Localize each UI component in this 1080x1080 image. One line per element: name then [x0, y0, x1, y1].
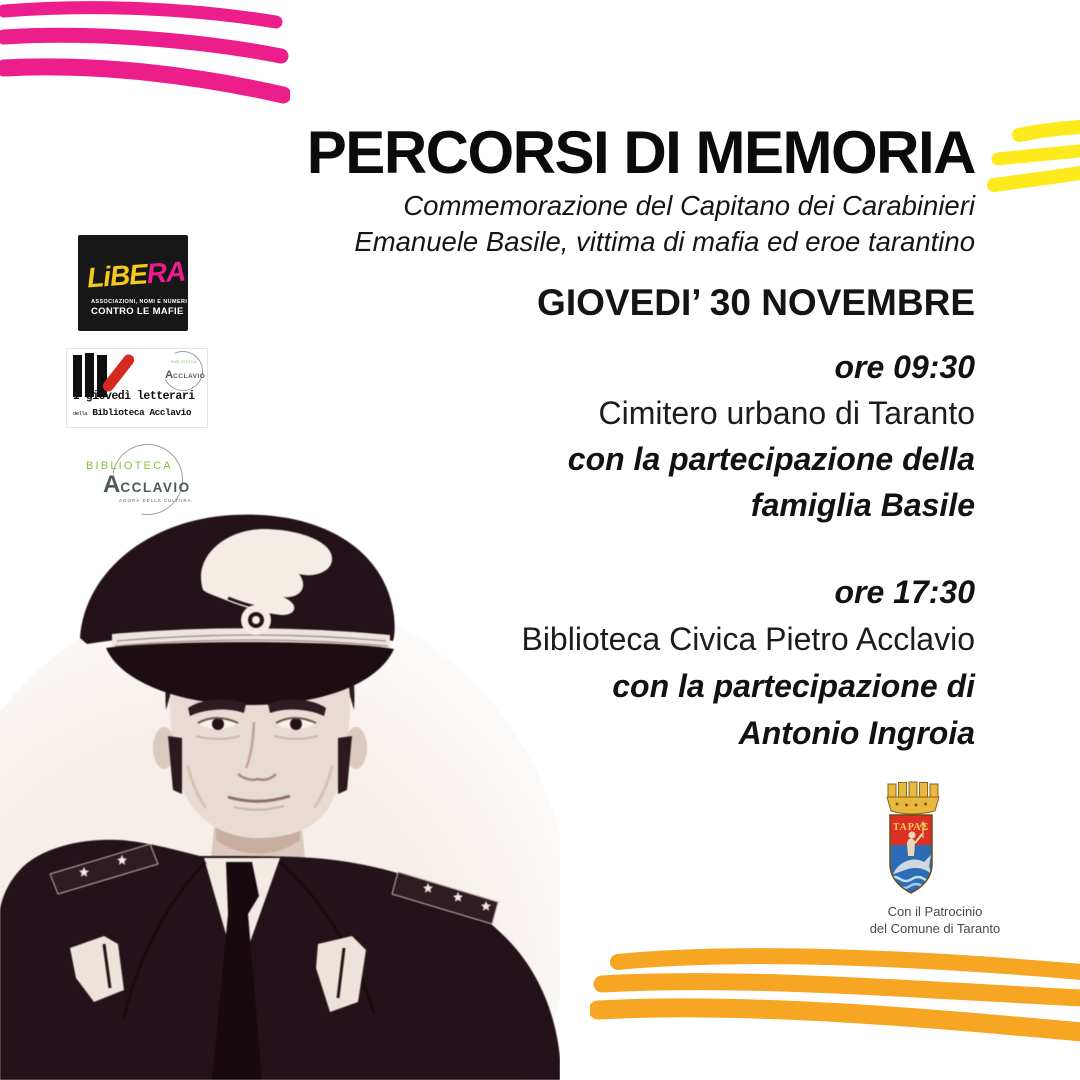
event-participation-line2: famiglia Basile: [750, 487, 975, 523]
libera-logo: [78, 235, 188, 331]
crest-motto: ΤΑΡΑΣ: [892, 822, 930, 833]
giovedi-subtitle: [73, 407, 191, 418]
giovedi-title: I giovedì letterari: [73, 390, 195, 403]
event-place: Cimitero urbano di Taranto: [598, 395, 975, 431]
libera-word-yellow: LiBE: [86, 258, 148, 294]
stamp-biblioteca-label: BIBLIOTECA: [171, 359, 197, 364]
event-afternoon: [521, 569, 975, 757]
poster-subtitle-line1: Commemorazione del Capitano dei Carabinieri: [403, 190, 975, 221]
giovedi-subtitle-small: della: [73, 410, 88, 417]
giovedi-subtitle-main: Biblioteca Acclavio: [92, 407, 192, 418]
taras-figure-icon: [907, 839, 915, 856]
orange-brush-strokes-icon: [590, 932, 1080, 1047]
acclavio-stamp-icon: [157, 345, 208, 396]
event-date: GIOVEDI’ 30 NOVEMBRE: [537, 282, 975, 323]
acclavio-wordmark: [103, 471, 191, 499]
libera-word-pink: RA: [145, 255, 187, 290]
yellow-brush-strokes-icon: [985, 113, 1080, 223]
stamp-rest: CCLAVIO: [173, 372, 206, 380]
header: [306, 119, 975, 259]
giovedi-letterari-logo: [66, 348, 208, 428]
stamp-initial: A: [165, 368, 174, 381]
event-morning: [568, 344, 975, 528]
libera-tagline2: CONTRO LE MAFIE: [91, 306, 184, 317]
event-participation-line1: con la partecipazione di: [612, 668, 975, 704]
patronage-line1: Con il Patrocinio: [887, 904, 983, 919]
acclavio-sub-label: AGORÀ DELLA CULTURA: [119, 498, 192, 503]
poster-title: PERCORSI DI MEMORIA: [306, 119, 975, 186]
acclavio-biblioteca-label: BIBLIOTECA: [86, 460, 173, 472]
stamp-acclavio-label: [165, 365, 205, 383]
acclavio-rest: CCLAVIO: [120, 480, 191, 495]
mural-crown-icon: [887, 782, 939, 814]
event-participation-line1: con la partecipazione della: [567, 441, 975, 477]
event-time: ore 17:30: [834, 574, 975, 610]
acclavio-initial: A: [103, 471, 121, 498]
patronage-line2: del Comune di Taranto: [869, 921, 1001, 936]
taranto-coat-of-arms: [878, 780, 944, 898]
event-time: ore 09:30: [834, 349, 975, 385]
event-participation-line2: Antonio Ingroia: [738, 715, 975, 751]
poster-subtitle-line2: Emanuele Basile, vittima di mafia ed eroe tarantino: [354, 225, 975, 257]
portrait-photo: [0, 498, 560, 1080]
libera-tagline1: ASSOCIAZIONI, NOMI E NUMERI: [91, 299, 188, 305]
libera-wordmark: [86, 256, 186, 295]
event-place: Biblioteca Civica Pietro Acclavio: [521, 621, 975, 657]
shield: [886, 815, 936, 893]
pink-brush-strokes-icon: [0, 0, 290, 105]
